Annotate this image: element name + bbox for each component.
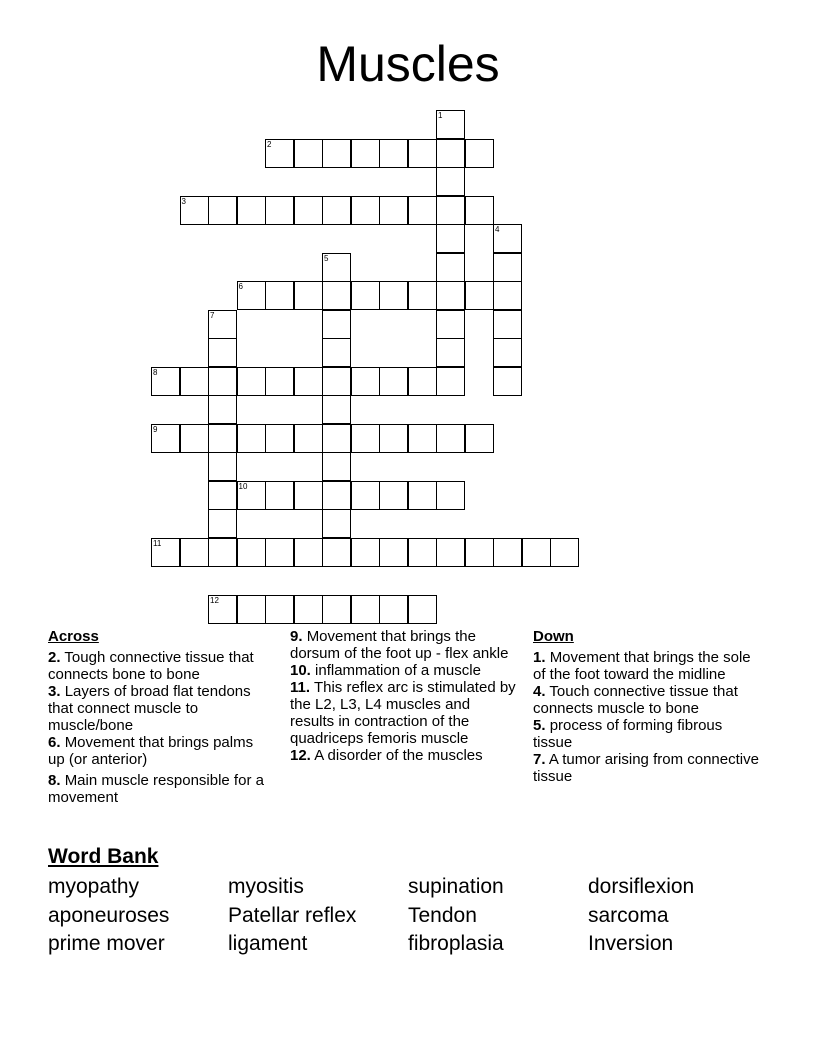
- crossword-cell[interactable]: [351, 424, 380, 453]
- clue-across-2: 2. Tough connective tissue that connects bone to bone: [48, 649, 254, 683]
- crossword-cell[interactable]: [265, 196, 294, 225]
- word-bank-item: Inversion: [588, 932, 674, 955]
- clue-down-5: 5. process of forming fibrous tissue: [533, 717, 723, 751]
- word-bank-item: ligament: [228, 932, 308, 955]
- crossword-cell[interactable]: [322, 196, 351, 225]
- crossword-cell[interactable]: [265, 281, 294, 310]
- crossword-cell[interactable]: [180, 196, 209, 225]
- crossword-cell[interactable]: [408, 424, 437, 453]
- clue-down-1: 1. Movement that brings the sole of the foot toward the midline: [533, 649, 751, 683]
- crossword-cell[interactable]: [379, 595, 408, 624]
- crossword-cell[interactable]: [208, 338, 237, 367]
- clue-across-8: 8. Main muscle responsible for a movement: [48, 772, 264, 806]
- crossword-cell[interactable]: [522, 538, 551, 567]
- across-clues-col1: [48, 628, 273, 806]
- cell-number: 8: [153, 367, 158, 377]
- crossword-cell[interactable]: [265, 367, 294, 396]
- crossword-cell[interactable]: [465, 196, 494, 225]
- clue-across-6: 6. Movement that brings palms up (or anterior): [48, 734, 254, 768]
- crossword-cell[interactable]: [379, 139, 408, 168]
- crossword-cell[interactable]: [493, 367, 522, 396]
- crossword-cell[interactable]: [436, 538, 465, 567]
- crossword-cell[interactable]: [408, 367, 437, 396]
- crossword-cell[interactable]: [379, 538, 408, 567]
- crossword-cell[interactable]: [294, 481, 323, 510]
- crossword-cell[interactable]: [351, 367, 380, 396]
- crossword-cell[interactable]: [322, 310, 351, 339]
- crossword-cell[interactable]: [379, 367, 408, 396]
- crossword-cell[interactable]: [322, 481, 351, 510]
- crossword-cell[interactable]: [237, 196, 266, 225]
- crossword-cell[interactable]: [208, 424, 237, 453]
- crossword-cell[interactable]: [322, 139, 351, 168]
- crossword-cell[interactable]: [294, 595, 323, 624]
- crossword-cell[interactable]: [237, 281, 266, 310]
- crossword-cell[interactable]: [180, 367, 209, 396]
- crossword-cell[interactable]: [436, 281, 465, 310]
- down-heading: Down: [533, 628, 574, 645]
- cell-number: 1: [438, 111, 443, 120]
- crossword-cell[interactable]: [493, 281, 522, 310]
- word-bank-item: fibroplasia: [408, 932, 504, 955]
- crossword-cell[interactable]: [322, 253, 351, 282]
- crossword-cell[interactable]: [436, 196, 465, 225]
- crossword-cell[interactable]: [465, 281, 494, 310]
- crossword-cell[interactable]: [351, 595, 380, 624]
- crossword-cell[interactable]: [408, 196, 437, 225]
- word-bank: [48, 873, 788, 959]
- crossword-cell[interactable]: [465, 424, 494, 453]
- crossword-cell[interactable]: [237, 481, 266, 510]
- word-bank-item: sarcoma: [588, 903, 669, 927]
- crossword-cell[interactable]: [436, 481, 465, 510]
- crossword-cell[interactable]: [294, 281, 323, 310]
- crossword-cell[interactable]: [151, 367, 180, 396]
- cell-number: 4: [495, 225, 500, 234]
- crossword-cell[interactable]: [208, 196, 237, 225]
- word-bank-item: aponeuroses: [48, 903, 170, 927]
- clue-across-11: 11. This reflex arc is stimulated by the L2, L3, L4 muscles and results in contraction of the quadriceps femoris muscle: [290, 679, 516, 747]
- cell-number: 6: [238, 282, 243, 291]
- crossword-cell[interactable]: [265, 424, 294, 453]
- clue-down-7: 7. A tumor arising from connective tissue: [533, 751, 759, 785]
- crossword-cell[interactable]: [208, 509, 237, 538]
- crossword-cell[interactable]: [436, 253, 465, 282]
- crossword-cell[interactable]: [436, 367, 465, 396]
- across-clues-col2: [290, 628, 518, 764]
- crossword-cell[interactable]: [493, 538, 522, 567]
- crossword-cell[interactable]: [351, 481, 380, 510]
- crossword-cell[interactable]: [208, 395, 237, 424]
- crossword-cell[interactable]: [322, 452, 351, 481]
- crossword-cell[interactable]: [379, 481, 408, 510]
- crossword-cell[interactable]: [465, 538, 494, 567]
- clue-across-10: 10. inflammation of a muscle: [290, 662, 481, 679]
- crossword-cell[interactable]: [237, 367, 266, 396]
- page-title: Muscles: [316, 36, 500, 92]
- clue-across-12: 12. A disorder of the muscles: [290, 747, 483, 764]
- crossword-cell[interactable]: [180, 424, 209, 453]
- word-bank-title: Word Bank: [48, 845, 159, 868]
- crossword-cell[interactable]: [493, 253, 522, 282]
- crossword-cell[interactable]: [322, 281, 351, 310]
- crossword-cell[interactable]: [208, 367, 237, 396]
- crossword-cell[interactable]: [294, 196, 323, 225]
- crossword-cell[interactable]: [465, 139, 494, 168]
- crossword-cell[interactable]: [379, 424, 408, 453]
- crossword-cell[interactable]: [180, 538, 209, 567]
- crossword-cell[interactable]: [436, 139, 465, 168]
- cell-number: 3: [181, 196, 186, 206]
- crossword-cell[interactable]: [379, 196, 408, 225]
- crossword-cell[interactable]: [208, 310, 237, 339]
- crossword-cell[interactable]: [436, 424, 465, 453]
- crossword-cell[interactable]: [265, 595, 294, 624]
- crossword-cell[interactable]: [322, 395, 351, 424]
- word-bank-item: dorsiflexion: [588, 875, 695, 898]
- crossword-cell[interactable]: [351, 281, 380, 310]
- crossword-cell[interactable]: [265, 538, 294, 567]
- crossword-cell[interactable]: [408, 481, 437, 510]
- word-bank-item: myositis: [228, 875, 304, 898]
- word-bank-item: Patellar reflex: [228, 903, 357, 927]
- crossword-cell[interactable]: [322, 595, 351, 624]
- crossword-cell[interactable]: [351, 538, 380, 567]
- crossword-cell[interactable]: [294, 367, 323, 396]
- down-clues: [533, 628, 765, 785]
- crossword-cell[interactable]: [408, 281, 437, 310]
- crossword-cell[interactable]: [237, 424, 266, 453]
- crossword-cell[interactable]: [151, 538, 180, 567]
- crossword-cell[interactable]: [436, 224, 465, 253]
- word-bank-item: Tendon: [408, 903, 477, 927]
- cell-number: 7: [210, 310, 215, 320]
- crossword-cell[interactable]: [208, 452, 237, 481]
- crossword-cell[interactable]: [436, 338, 465, 367]
- crossword-cell[interactable]: [436, 110, 465, 139]
- cell-number: 11: [153, 538, 162, 548]
- crossword-cell[interactable]: [322, 538, 351, 567]
- crossword-cell[interactable]: [322, 367, 351, 396]
- crossword-cell[interactable]: [351, 196, 380, 225]
- cell-number: 5: [324, 253, 329, 263]
- crossword-cell[interactable]: [493, 338, 522, 367]
- crossword-cell[interactable]: [379, 281, 408, 310]
- crossword-cell[interactable]: [493, 224, 522, 253]
- clue-across-3: 3. Layers of broad flat tendons that connect muscle to muscle/bone: [48, 683, 251, 734]
- crossword-cell[interactable]: [208, 595, 237, 624]
- crossword-cell[interactable]: [408, 595, 437, 624]
- crossword-cell[interactable]: [436, 310, 465, 339]
- crossword-cell[interactable]: [237, 538, 266, 567]
- crossword-cell[interactable]: [265, 139, 294, 168]
- crossword-cell[interactable]: [208, 538, 237, 567]
- crossword-cell[interactable]: [208, 481, 237, 510]
- crossword-cell[interactable]: [436, 167, 465, 196]
- crossword-cell[interactable]: [408, 139, 437, 168]
- crossword-cell[interactable]: [322, 338, 351, 367]
- crossword-cell[interactable]: [151, 424, 180, 453]
- crossword-cell[interactable]: [322, 509, 351, 538]
- crossword-cell[interactable]: [493, 310, 522, 339]
- crossword-cell[interactable]: [294, 139, 323, 168]
- crossword-cell[interactable]: [408, 538, 437, 567]
- across-heading: Across: [48, 628, 99, 645]
- crossword-cell[interactable]: [322, 424, 351, 453]
- cell-number: 2: [267, 139, 272, 149]
- cell-number: 9: [153, 424, 158, 434]
- word-bank-item: prime mover: [48, 932, 165, 955]
- clue-across-9: 9. Movement that brings the dorsum of the foot up - flex ankle: [290, 628, 509, 662]
- crossword-cell[interactable]: [294, 424, 323, 453]
- crossword-cell[interactable]: [351, 139, 380, 168]
- word-bank-item: supination: [408, 875, 504, 898]
- cell-number: 10: [238, 481, 248, 491]
- crossword-cell[interactable]: [265, 481, 294, 510]
- crossword-cell[interactable]: [294, 538, 323, 567]
- cell-number: 12: [210, 595, 219, 605]
- crossword-cell[interactable]: [237, 595, 266, 624]
- clue-down-4: 4. Touch connective tissue that connects muscle to bone: [533, 683, 738, 717]
- word-bank-item: myopathy: [48, 875, 140, 898]
- crossword-cell[interactable]: [550, 538, 579, 567]
